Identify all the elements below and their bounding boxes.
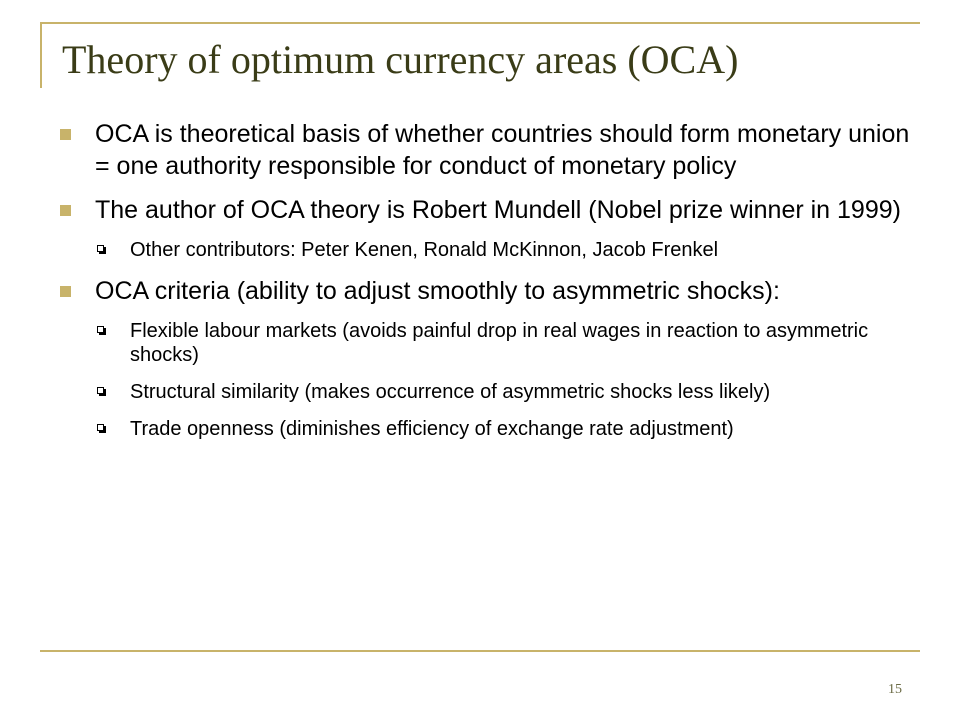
bullet-item [58, 275, 918, 307]
slide-content [58, 118, 918, 454]
bullet-item [58, 118, 918, 182]
sub-bullet-item [58, 238, 918, 262]
hollow-square-bullet-icon [97, 326, 104, 333]
top-rule [40, 22, 920, 24]
page-number: 15 [888, 682, 902, 697]
hollow-square-bullet-icon [97, 245, 104, 252]
bullet-item [58, 194, 918, 226]
left-rule [40, 22, 42, 88]
sub-bullet-item [58, 417, 918, 441]
sub-bullet-text: Other contributors: Peter Kenen, Ronald McKinnon, Jacob Frenkel [130, 239, 719, 261]
slide-title: Theory of optimum currency areas (OCA) [62, 37, 739, 82]
bottom-rule [40, 650, 920, 652]
bullet-text: The author of OCA theory is Robert Mundell (Nobel prize winner in 1999) [95, 196, 901, 224]
sub-bullet-text: Structural similarity (makes occurrence of asymmetric shocks less likely) [130, 381, 771, 403]
square-bullet-icon [60, 286, 71, 297]
hollow-square-bullet-icon [97, 387, 104, 394]
bullet-text: OCA criteria (ability to adjust smoothly to asymmetric shocks): [95, 277, 780, 305]
sub-bullet-item [58, 319, 918, 367]
sub-bullet-text: Flexible labour markets (avoids painful drop in real wages in reaction to asymmetric shocks) [130, 320, 869, 366]
sub-bullet-text: Trade openness (diminishes efficiency of exchange rate adjustment) [130, 418, 734, 440]
square-bullet-icon [60, 205, 71, 216]
hollow-square-bullet-icon [97, 424, 104, 431]
sub-bullet-item [58, 380, 918, 404]
square-bullet-icon [60, 129, 71, 140]
bullet-text: OCA is theoretical basis of whether countries should form monetary union = one authority responsible for conduct of monetary policy [95, 120, 910, 180]
